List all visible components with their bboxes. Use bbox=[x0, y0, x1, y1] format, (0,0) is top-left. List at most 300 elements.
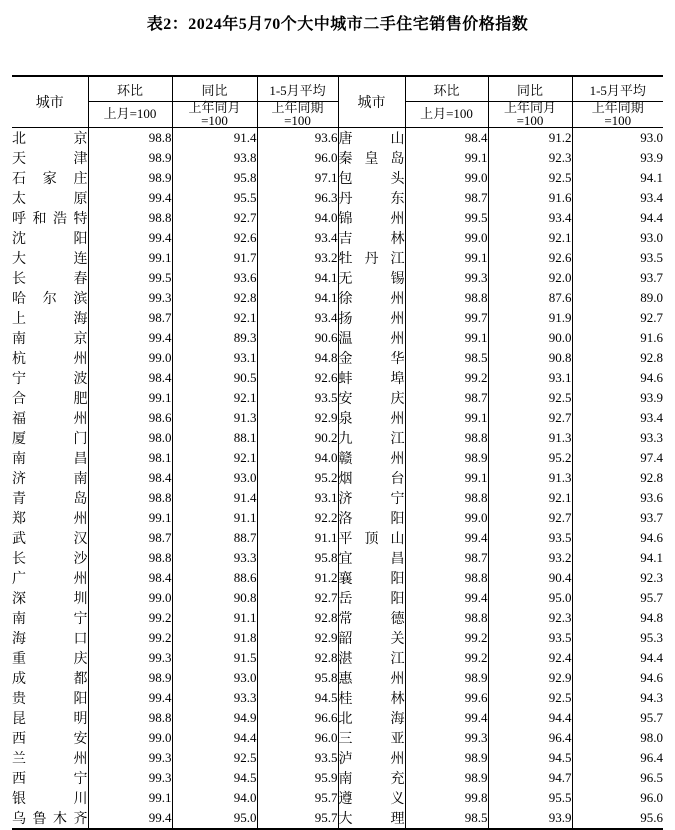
yoy-value-cell: 92.7 bbox=[488, 508, 572, 528]
yoy-value-cell: 94.4 bbox=[172, 728, 257, 748]
table-row bbox=[12, 488, 663, 508]
mom-value-cell: 98.9 bbox=[405, 748, 488, 768]
header-avg-right: 1-5月平均 bbox=[572, 76, 663, 102]
yoy-value-cell: 93.1 bbox=[488, 368, 572, 388]
mom-value-cell: 99.7 bbox=[405, 308, 488, 328]
yoy-value-cell: 93.8 bbox=[172, 148, 257, 168]
header-avg-base-left: 上年同期 =100 bbox=[257, 102, 338, 128]
mom-value-cell: 99.3 bbox=[88, 288, 172, 308]
avg-value-cell: 95.2 bbox=[257, 468, 338, 488]
mom-value-cell: 98.9 bbox=[405, 768, 488, 788]
city-cell: 温 州 bbox=[338, 328, 405, 348]
table-row bbox=[12, 248, 663, 268]
header-avg-base-right: 上年同期 =100 bbox=[572, 102, 663, 128]
avg-value-cell: 92.9 bbox=[257, 628, 338, 648]
table-row bbox=[12, 808, 663, 829]
yoy-value-cell: 92.1 bbox=[488, 488, 572, 508]
mom-value-cell: 98.8 bbox=[88, 488, 172, 508]
mom-value-cell: 98.8 bbox=[88, 128, 172, 149]
table-row bbox=[12, 628, 663, 648]
avg-value-cell: 94.5 bbox=[257, 688, 338, 708]
city-cell: 兰 州 bbox=[12, 748, 88, 768]
avg-value-cell: 92.9 bbox=[257, 408, 338, 428]
table-row bbox=[12, 608, 663, 628]
avg-value-cell: 94.1 bbox=[640, 550, 663, 565]
city-cell: 岳 阳 bbox=[338, 588, 405, 608]
city-cell: 安 庆 bbox=[338, 388, 405, 408]
yoy-value-cell: 90.4 bbox=[488, 568, 572, 588]
city-cell: 桂 林 bbox=[338, 688, 405, 708]
table-row bbox=[12, 748, 663, 768]
avg-value-cell: 93.4 bbox=[257, 308, 338, 328]
yoy-value-cell: 92.7 bbox=[488, 408, 572, 428]
avg-value-cell: 93.2 bbox=[257, 248, 338, 268]
avg-value-cell: 95.7 bbox=[257, 808, 338, 829]
avg-value-cell: 94.0 bbox=[257, 208, 338, 228]
mom-value-cell: 99.2 bbox=[88, 628, 172, 648]
yoy-value-cell: 93.3 bbox=[172, 688, 257, 708]
yoy-value-cell: 92.6 bbox=[172, 228, 257, 248]
avg-value-cell: 93.5 bbox=[257, 388, 338, 408]
avg-value-cell: 94.6 bbox=[640, 670, 663, 685]
city-cell: 丹 东 bbox=[338, 188, 405, 208]
city-cell: 深 圳 bbox=[12, 588, 88, 608]
mom-value-cell: 99.4 bbox=[405, 588, 488, 608]
yoy-value-cell: 96.4 bbox=[488, 728, 572, 748]
avg-value-cell: 91.2 bbox=[257, 568, 338, 588]
avg-value-cell: 92.8 bbox=[257, 648, 338, 668]
city-cell: 上 海 bbox=[12, 308, 88, 328]
mom-value-cell: 98.8 bbox=[405, 568, 488, 588]
yoy-value-cell: 92.5 bbox=[172, 748, 257, 768]
mom-value-cell: 98.9 bbox=[88, 148, 172, 168]
yoy-value-cell: 95.5 bbox=[172, 188, 257, 208]
mom-value-cell: 98.9 bbox=[88, 668, 172, 688]
mom-value-cell: 99.3 bbox=[405, 268, 488, 288]
mom-value-cell: 99.5 bbox=[88, 268, 172, 288]
yoy-value-cell: 93.0 bbox=[172, 468, 257, 488]
avg-value-cell: 95.8 bbox=[257, 548, 338, 568]
yoy-value-cell: 92.3 bbox=[488, 608, 572, 628]
yoy-value-cell: 93.2 bbox=[488, 548, 572, 568]
city-cell: 南 充 bbox=[338, 768, 405, 788]
yoy-value-cell: 95.0 bbox=[172, 808, 257, 829]
avg-value-cell: 91.1 bbox=[257, 528, 338, 548]
city-cell: 锦 州 bbox=[338, 208, 405, 228]
table-header bbox=[12, 76, 663, 128]
table-row bbox=[12, 408, 663, 428]
city-cell: 宁 波 bbox=[12, 368, 88, 388]
avg-value-cell: 94.1 bbox=[257, 288, 338, 308]
table-row bbox=[12, 368, 663, 388]
mom-value-cell: 98.7 bbox=[405, 388, 488, 408]
header-avg-left: 1-5月平均 bbox=[257, 76, 338, 102]
mom-value-cell: 98.0 bbox=[88, 428, 172, 448]
table-row bbox=[12, 168, 663, 188]
city-cell: 吉 林 bbox=[338, 228, 405, 248]
yoy-value-cell: 87.6 bbox=[488, 288, 572, 308]
avg-value-cell: 96.0 bbox=[257, 728, 338, 748]
mom-value-cell: 99.2 bbox=[88, 608, 172, 628]
avg-value-cell: 93.9 bbox=[640, 150, 663, 165]
mom-value-cell: 99.0 bbox=[405, 168, 488, 188]
city-cell: 福 州 bbox=[12, 408, 88, 428]
avg-value-cell: 94.3 bbox=[640, 690, 663, 705]
city-cell: 哈 尔 滨 bbox=[12, 288, 88, 308]
table-row bbox=[12, 588, 663, 608]
yoy-value-cell: 92.6 bbox=[488, 248, 572, 268]
table-row bbox=[12, 668, 663, 688]
city-cell: 大 连 bbox=[12, 248, 88, 268]
yoy-value-cell: 95.2 bbox=[488, 448, 572, 468]
avg-value-cell: 94.1 bbox=[257, 268, 338, 288]
avg-value-cell: 93.5 bbox=[640, 250, 663, 265]
avg-value-cell: 93.0 bbox=[640, 130, 663, 145]
avg-value-cell: 92.6 bbox=[257, 368, 338, 388]
avg-value-cell: 93.6 bbox=[257, 128, 338, 149]
yoy-value-cell: 91.4 bbox=[172, 488, 257, 508]
mom-value-cell: 98.1 bbox=[88, 448, 172, 468]
table-body bbox=[12, 128, 663, 830]
yoy-value-cell: 94.5 bbox=[488, 748, 572, 768]
yoy-value-cell: 93.0 bbox=[172, 668, 257, 688]
yoy-value-cell: 93.4 bbox=[488, 208, 572, 228]
yoy-value-cell: 90.5 bbox=[172, 368, 257, 388]
yoy-value-cell: 92.1 bbox=[172, 448, 257, 468]
city-cell: 成 都 bbox=[12, 668, 88, 688]
city-cell: 北 海 bbox=[338, 708, 405, 728]
city-cell: 石 家 庄 bbox=[12, 168, 88, 188]
city-cell: 郑 州 bbox=[12, 508, 88, 528]
header-yoy-right: 同比 bbox=[488, 76, 572, 102]
yoy-value-cell: 91.4 bbox=[172, 128, 257, 149]
table-row bbox=[12, 288, 663, 308]
table-row bbox=[12, 648, 663, 668]
city-cell: 合 肥 bbox=[12, 388, 88, 408]
avg-value-cell: 93.3 bbox=[640, 430, 663, 445]
avg-value-cell: 95.7 bbox=[640, 710, 663, 725]
yoy-value-cell: 89.3 bbox=[172, 328, 257, 348]
table-row bbox=[12, 768, 663, 788]
mom-value-cell: 99.1 bbox=[405, 408, 488, 428]
city-cell: 广 州 bbox=[12, 568, 88, 588]
header-yoy-base-right: 上年同月 =100 bbox=[488, 102, 572, 128]
yoy-value-cell: 94.7 bbox=[488, 768, 572, 788]
yoy-value-cell: 94.5 bbox=[172, 768, 257, 788]
mom-value-cell: 99.1 bbox=[405, 468, 488, 488]
city-cell: 南 京 bbox=[12, 328, 88, 348]
avg-value-cell: 94.4 bbox=[640, 650, 663, 665]
yoy-value-cell: 92.5 bbox=[488, 168, 572, 188]
mom-value-cell: 98.8 bbox=[405, 488, 488, 508]
city-cell: 乌 鲁 木 齐 bbox=[12, 808, 88, 829]
city-cell: 西 安 bbox=[12, 728, 88, 748]
table-row bbox=[12, 388, 663, 408]
avg-value-cell: 93.5 bbox=[257, 748, 338, 768]
avg-value-cell: 93.0 bbox=[640, 230, 663, 245]
mom-value-cell: 99.0 bbox=[405, 228, 488, 248]
avg-value-cell: 95.8 bbox=[257, 668, 338, 688]
table-row bbox=[12, 308, 663, 328]
city-cell: 宜 昌 bbox=[338, 548, 405, 568]
avg-value-cell: 93.6 bbox=[640, 490, 663, 505]
avg-value-cell: 93.7 bbox=[640, 510, 663, 525]
yoy-value-cell: 94.0 bbox=[172, 788, 257, 808]
city-cell: 襄 阳 bbox=[338, 568, 405, 588]
yoy-value-cell: 88.6 bbox=[172, 568, 257, 588]
city-cell: 长 春 bbox=[12, 268, 88, 288]
yoy-value-cell: 88.1 bbox=[172, 428, 257, 448]
mom-value-cell: 98.8 bbox=[405, 428, 488, 448]
mom-value-cell: 99.4 bbox=[88, 228, 172, 248]
table-row bbox=[12, 688, 663, 708]
yoy-value-cell: 92.7 bbox=[172, 208, 257, 228]
avg-value-cell: 93.1 bbox=[257, 488, 338, 508]
avg-value-cell: 91.6 bbox=[640, 330, 663, 345]
avg-value-cell: 93.4 bbox=[640, 410, 663, 425]
city-cell: 济 南 bbox=[12, 468, 88, 488]
mom-value-cell: 99.0 bbox=[88, 728, 172, 748]
mom-value-cell: 98.8 bbox=[405, 288, 488, 308]
city-cell: 西 宁 bbox=[12, 768, 88, 788]
avg-value-cell: 96.0 bbox=[257, 148, 338, 168]
page bbox=[0, 11, 675, 827]
yoy-value-cell: 92.1 bbox=[488, 228, 572, 248]
mom-value-cell: 99.3 bbox=[88, 648, 172, 668]
mom-value-cell: 99.2 bbox=[405, 648, 488, 668]
city-cell: 九 江 bbox=[338, 428, 405, 448]
mom-value-cell: 99.1 bbox=[88, 508, 172, 528]
table-row bbox=[12, 728, 663, 748]
city-cell: 厦 门 bbox=[12, 428, 88, 448]
price-index-table bbox=[12, 75, 663, 830]
yoy-value-cell: 93.6 bbox=[172, 268, 257, 288]
city-cell: 海 口 bbox=[12, 628, 88, 648]
mom-value-cell: 99.1 bbox=[405, 148, 488, 168]
yoy-value-cell: 91.6 bbox=[488, 188, 572, 208]
mom-value-cell: 98.6 bbox=[88, 408, 172, 428]
mom-value-cell: 98.4 bbox=[88, 468, 172, 488]
yoy-value-cell: 90.8 bbox=[488, 348, 572, 368]
table-row bbox=[12, 468, 663, 488]
city-cell: 青 岛 bbox=[12, 488, 88, 508]
city-cell: 无 锡 bbox=[338, 268, 405, 288]
mom-value-cell: 98.5 bbox=[405, 348, 488, 368]
table-row bbox=[12, 188, 663, 208]
header-yoy-base-left: 上年同月 =100 bbox=[172, 102, 257, 128]
avg-value-cell: 94.6 bbox=[640, 530, 663, 545]
table-row bbox=[12, 148, 663, 168]
table-row bbox=[12, 128, 663, 149]
yoy-value-cell: 94.4 bbox=[488, 708, 572, 728]
yoy-value-cell: 94.9 bbox=[172, 708, 257, 728]
header-city-left: 城市 bbox=[12, 76, 88, 128]
header-mom-right: 环比 bbox=[405, 76, 488, 102]
city-cell: 常 德 bbox=[338, 608, 405, 628]
avg-value-cell: 92.8 bbox=[640, 350, 663, 365]
avg-value-cell: 97.4 bbox=[640, 450, 663, 465]
yoy-value-cell: 91.8 bbox=[172, 628, 257, 648]
yoy-value-cell: 92.0 bbox=[488, 268, 572, 288]
yoy-value-cell: 91.7 bbox=[172, 248, 257, 268]
mom-value-cell: 99.4 bbox=[405, 708, 488, 728]
city-cell: 南 宁 bbox=[12, 608, 88, 628]
yoy-value-cell: 92.5 bbox=[488, 388, 572, 408]
yoy-value-cell: 92.5 bbox=[488, 688, 572, 708]
mom-value-cell: 99.6 bbox=[405, 688, 488, 708]
city-cell: 扬 州 bbox=[338, 308, 405, 328]
city-cell: 洛 阳 bbox=[338, 508, 405, 528]
city-cell: 平 顶 山 bbox=[338, 528, 405, 548]
city-cell: 太 原 bbox=[12, 188, 88, 208]
yoy-value-cell: 88.7 bbox=[172, 528, 257, 548]
city-cell: 惠 州 bbox=[338, 668, 405, 688]
city-cell: 赣 州 bbox=[338, 448, 405, 468]
avg-value-cell: 92.7 bbox=[640, 310, 663, 325]
mom-value-cell: 98.9 bbox=[405, 668, 488, 688]
avg-value-cell: 92.8 bbox=[257, 608, 338, 628]
city-cell: 大 理 bbox=[338, 808, 405, 829]
city-cell: 烟 台 bbox=[338, 468, 405, 488]
mom-value-cell: 99.1 bbox=[88, 388, 172, 408]
mom-value-cell: 99.2 bbox=[405, 368, 488, 388]
yoy-value-cell: 95.8 bbox=[172, 168, 257, 188]
avg-value-cell: 95.7 bbox=[640, 590, 663, 605]
header-mom-base-right: 上月=100 bbox=[405, 102, 488, 128]
yoy-value-cell: 91.9 bbox=[488, 308, 572, 328]
avg-value-cell: 96.5 bbox=[640, 770, 663, 785]
yoy-value-cell: 92.1 bbox=[172, 388, 257, 408]
table-row bbox=[12, 328, 663, 348]
header-mom-left: 环比 bbox=[88, 76, 172, 102]
city-cell: 武 汉 bbox=[12, 528, 88, 548]
yoy-value-cell: 90.0 bbox=[488, 328, 572, 348]
city-cell: 银 川 bbox=[12, 788, 88, 808]
mom-value-cell: 98.4 bbox=[405, 128, 488, 149]
avg-value-cell: 96.3 bbox=[257, 188, 338, 208]
yoy-value-cell: 93.5 bbox=[488, 628, 572, 648]
avg-value-cell: 95.7 bbox=[257, 788, 338, 808]
mom-value-cell: 99.3 bbox=[88, 748, 172, 768]
avg-value-cell: 93.4 bbox=[257, 228, 338, 248]
avg-value-cell: 94.0 bbox=[257, 448, 338, 468]
table-row bbox=[12, 788, 663, 808]
mom-value-cell: 99.0 bbox=[88, 348, 172, 368]
table-row bbox=[12, 548, 663, 568]
mom-value-cell: 98.7 bbox=[88, 308, 172, 328]
mom-value-cell: 98.5 bbox=[405, 808, 488, 829]
city-cell: 牡 丹 江 bbox=[338, 248, 405, 268]
yoy-value-cell: 93.3 bbox=[172, 548, 257, 568]
city-cell: 长 沙 bbox=[12, 548, 88, 568]
mom-value-cell: 99.3 bbox=[405, 728, 488, 748]
city-cell: 包 头 bbox=[338, 168, 405, 188]
mom-value-cell: 99.4 bbox=[88, 328, 172, 348]
city-cell: 天 津 bbox=[12, 148, 88, 168]
mom-value-cell: 99.4 bbox=[405, 528, 488, 548]
yoy-value-cell: 93.1 bbox=[172, 348, 257, 368]
yoy-value-cell: 91.3 bbox=[172, 408, 257, 428]
avg-value-cell: 96.6 bbox=[257, 708, 338, 728]
city-cell: 沈 阳 bbox=[12, 228, 88, 248]
mom-value-cell: 98.7 bbox=[88, 528, 172, 548]
mom-value-cell: 99.2 bbox=[405, 628, 488, 648]
avg-value-cell: 93.9 bbox=[640, 390, 663, 405]
yoy-value-cell: 92.4 bbox=[488, 648, 572, 668]
table-row bbox=[12, 448, 663, 468]
table-row bbox=[12, 528, 663, 548]
avg-value-cell: 94.8 bbox=[640, 610, 663, 625]
avg-value-cell: 92.3 bbox=[640, 570, 663, 585]
city-cell: 韶 关 bbox=[338, 628, 405, 648]
city-cell: 湛 江 bbox=[338, 648, 405, 668]
mom-value-cell: 99.8 bbox=[405, 788, 488, 808]
table-row bbox=[12, 428, 663, 448]
city-cell: 昆 明 bbox=[12, 708, 88, 728]
table-row bbox=[12, 208, 663, 228]
mom-value-cell: 99.4 bbox=[88, 688, 172, 708]
mom-value-cell: 99.1 bbox=[88, 248, 172, 268]
header-mom-base-left: 上月=100 bbox=[88, 102, 172, 128]
avg-value-cell: 94.4 bbox=[640, 210, 663, 225]
yoy-value-cell: 91.2 bbox=[488, 128, 572, 149]
yoy-value-cell: 93.5 bbox=[488, 528, 572, 548]
avg-value-cell: 90.2 bbox=[257, 428, 338, 448]
mom-value-cell: 99.4 bbox=[88, 808, 172, 829]
avg-value-cell: 93.7 bbox=[640, 270, 663, 285]
mom-value-cell: 99.0 bbox=[88, 588, 172, 608]
table-row bbox=[12, 268, 663, 288]
mom-value-cell: 98.8 bbox=[405, 608, 488, 628]
yoy-value-cell: 91.5 bbox=[172, 648, 257, 668]
mom-value-cell: 98.7 bbox=[405, 548, 488, 568]
city-cell: 徐 州 bbox=[338, 288, 405, 308]
table-row bbox=[12, 508, 663, 528]
yoy-value-cell: 91.3 bbox=[488, 468, 572, 488]
mom-value-cell: 98.8 bbox=[88, 548, 172, 568]
avg-value-cell: 92.8 bbox=[640, 470, 663, 485]
mom-value-cell: 98.9 bbox=[405, 448, 488, 468]
avg-value-cell: 96.0 bbox=[640, 790, 663, 805]
yoy-value-cell: 95.0 bbox=[488, 588, 572, 608]
avg-value-cell: 93.4 bbox=[640, 190, 663, 205]
avg-value-cell: 98.0 bbox=[640, 730, 663, 745]
avg-value-cell: 95.9 bbox=[257, 768, 338, 788]
yoy-value-cell: 91.1 bbox=[172, 608, 257, 628]
avg-value-cell: 92.7 bbox=[257, 588, 338, 608]
yoy-value-cell: 91.1 bbox=[172, 508, 257, 528]
mom-value-cell: 99.4 bbox=[88, 188, 172, 208]
yoy-value-cell: 95.5 bbox=[488, 788, 572, 808]
yoy-value-cell: 92.1 bbox=[172, 308, 257, 328]
yoy-value-cell: 91.3 bbox=[488, 428, 572, 448]
yoy-value-cell: 92.9 bbox=[488, 668, 572, 688]
mom-value-cell: 99.1 bbox=[88, 788, 172, 808]
table-row bbox=[12, 708, 663, 728]
mom-value-cell: 99.1 bbox=[405, 328, 488, 348]
mom-value-cell: 99.0 bbox=[405, 508, 488, 528]
yoy-value-cell: 90.8 bbox=[172, 588, 257, 608]
city-cell: 贵 阳 bbox=[12, 688, 88, 708]
mom-value-cell: 98.7 bbox=[405, 188, 488, 208]
yoy-value-cell: 93.9 bbox=[488, 808, 572, 829]
mom-value-cell: 98.4 bbox=[88, 368, 172, 388]
header-yoy-left: 同比 bbox=[172, 76, 257, 102]
table-row bbox=[12, 228, 663, 248]
avg-value-cell: 96.4 bbox=[640, 750, 663, 765]
table-title: 表2：2024年5月70个大中城市二手住宅销售价格指数 bbox=[146, 16, 529, 33]
city-cell: 三 亚 bbox=[338, 728, 405, 748]
